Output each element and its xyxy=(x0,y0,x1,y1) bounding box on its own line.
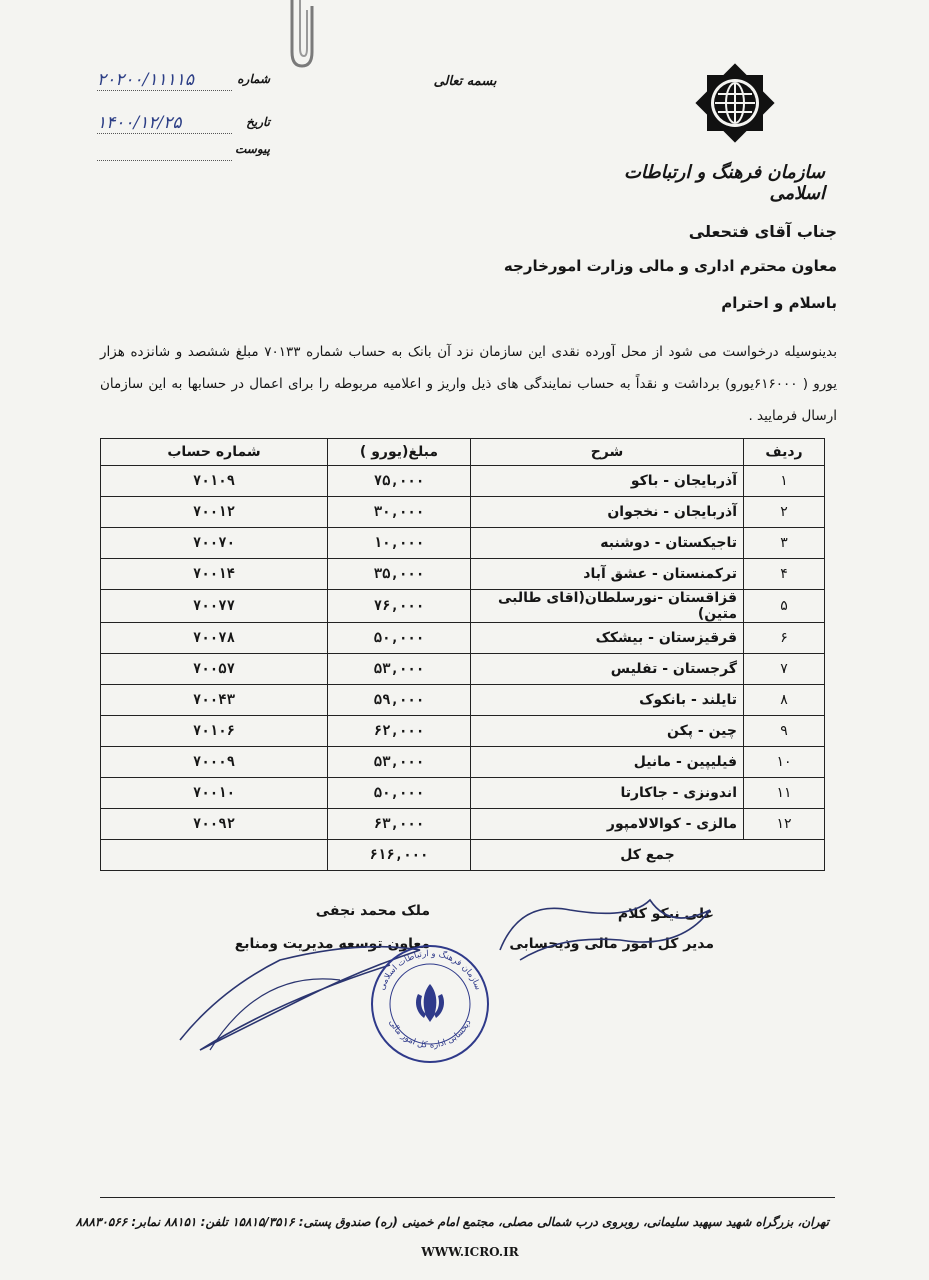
letter-date-label: تاریخ xyxy=(246,115,270,129)
table-row xyxy=(101,778,825,809)
official-stamp xyxy=(368,942,492,1066)
row-number: ۹ xyxy=(744,716,825,747)
row-amount: ۵۰,۰۰۰ xyxy=(328,623,471,654)
row-description: قرقیزستان - بیشکک xyxy=(471,623,744,654)
row-amount: ۵۹,۰۰۰ xyxy=(328,685,471,716)
row-account: ۷۰۰۷۰ xyxy=(101,528,328,559)
addressee-name: جناب آقای فتحعلی xyxy=(688,222,837,241)
table-row xyxy=(101,497,825,528)
letter-body: بدینوسیله درخواست می شود از محل آورده نقدی این سازمان نزد آن بانک به حساب شماره ۷۰۱۳۳ مبلغ ششصد و شانزده هزار یورو ( ۶۱۶۰۰۰یورو) برداشت و نقداً به حساب نمایندگی های ذیل واریز و اعلامیه مربوطه را برای اعمال در حسابها به این سازمان ارسال فرمایید . xyxy=(100,344,837,424)
footer-divider xyxy=(100,1197,835,1198)
row-account: ۷۰۰۵۷ xyxy=(101,654,328,685)
row-account: ۷۰۰۴۳ xyxy=(101,685,328,716)
row-number: ۴ xyxy=(744,559,825,590)
row-amount: ۶۳,۰۰۰ xyxy=(328,809,471,840)
row-number: ۱ xyxy=(744,466,825,497)
signatory-2-title: معاون توسعه مدیریت ومنابع xyxy=(234,936,430,952)
row-description: تاجیکستان - دوشنبه xyxy=(471,528,744,559)
letter-number-label: شماره xyxy=(237,72,270,86)
svg-text:ذیحسابی اداره کل امور مالی xyxy=(386,1018,473,1050)
row-amount: ۳۰,۰۰۰ xyxy=(328,497,471,528)
letter-number-value: ۲۰۲۰۰/۱۱۱۱۵ xyxy=(97,70,232,91)
table-row xyxy=(101,528,825,559)
organization-name: سازمان فرهنگ و ارتباطات اسلامی xyxy=(623,162,825,204)
row-description: تایلند - بانکوک xyxy=(471,685,744,716)
stamp-bottom-text: ذیحسابی اداره کل امور مالی xyxy=(386,1018,474,1051)
total-amount: ۶۱۶,۰۰۰ xyxy=(328,840,471,871)
row-number: ۱۱ xyxy=(744,778,825,809)
row-amount: ۵۳,۰۰۰ xyxy=(328,747,471,778)
row-number: ۱۲ xyxy=(744,809,825,840)
table-row xyxy=(101,654,825,685)
row-description: آذربایجان - نخجوان xyxy=(471,497,744,528)
letter-attachment-row xyxy=(90,140,270,164)
letter-number-row xyxy=(90,70,270,94)
signatory-2-name: ملک محمد نجفی xyxy=(315,903,430,919)
row-number: ۱۰ xyxy=(744,747,825,778)
row-description: قزاقستان -نورسلطان(اقای طالبی متین) xyxy=(471,590,744,623)
letter-attachment-label: پیوست xyxy=(235,142,270,156)
total-account xyxy=(101,840,328,871)
table-row xyxy=(101,747,825,778)
signatory-1-name: علی نیکو کلام xyxy=(617,906,714,922)
row-amount: ۷۵,۰۰۰ xyxy=(328,466,471,497)
table-row xyxy=(101,590,825,623)
table-row xyxy=(101,716,825,747)
row-number: ۲ xyxy=(744,497,825,528)
letter-attachment-value xyxy=(97,140,232,161)
signature-1-scribble xyxy=(480,890,740,970)
row-description: ترکمنستان - عشق آباد xyxy=(471,559,744,590)
row-number: ۷ xyxy=(744,654,825,685)
row-amount: ۳۵,۰۰۰ xyxy=(328,559,471,590)
table-row xyxy=(101,809,825,840)
footer-address: تهران، بزرگراه شهید سپهبد سلیمانی، روبروی درب شمالی مصلی، مجتمع امام خمینی (ره) صندوق پستی: ۱۵۸۱۵/۳۵۱۶ تلفن: ۸۸۱۵۱ نمابر: ۸۸۸۳۰۵۶۶ xyxy=(75,1215,829,1229)
row-account: ۷۰۰۱۴ xyxy=(101,559,328,590)
header-amount: مبلغ(یورو ) xyxy=(328,439,471,466)
total-label: جمع کل xyxy=(471,840,825,871)
table-row xyxy=(101,466,825,497)
table-row xyxy=(101,685,825,716)
row-amount: ۶۲,۰۰۰ xyxy=(328,716,471,747)
row-amount: ۵۳,۰۰۰ xyxy=(328,654,471,685)
row-description: چین - پکن xyxy=(471,716,744,747)
row-number: ۶ xyxy=(744,623,825,654)
paperclip-icon xyxy=(270,0,330,82)
row-account: ۷۰۰۱۰ xyxy=(101,778,328,809)
row-description: مالزی - کوالالامپور xyxy=(471,809,744,840)
row-account: ۷۰۱۰۶ xyxy=(101,716,328,747)
table-body xyxy=(101,466,825,840)
greeting: باسلام و احترام xyxy=(721,294,837,312)
row-account: ۷۰۰۹۲ xyxy=(101,809,328,840)
row-number: ۸ xyxy=(744,685,825,716)
row-number: ۵ xyxy=(744,590,825,623)
row-account: ۷۰۰۷۷ xyxy=(101,590,328,623)
row-account: ۷۰۰۱۲ xyxy=(101,497,328,528)
row-description: اندونزی - جاکارتا xyxy=(471,778,744,809)
footer-website: WWW.ICRO.IR xyxy=(421,1245,519,1259)
letter-date-row xyxy=(90,113,270,137)
addressee-title: معاون محترم اداری و مالی وزارت امورخارجه xyxy=(503,257,837,275)
row-amount: ۵۰,۰۰۰ xyxy=(328,778,471,809)
transfer-table xyxy=(100,438,825,871)
stamp-top-text: سازمان فرهنگ و ارتباطات اسلامی xyxy=(377,948,483,992)
basmala: بسمه تعالی xyxy=(433,74,497,89)
header-row-number: ردیف xyxy=(744,439,825,466)
row-description: آذربایجان - باکو xyxy=(471,466,744,497)
row-account: ۷۰۱۰۹ xyxy=(101,466,328,497)
icro-emblem-icon xyxy=(690,58,780,148)
table-row xyxy=(101,559,825,590)
table-header-row xyxy=(101,439,825,466)
header-account: شماره حساب xyxy=(101,439,328,466)
row-description: فیلیپین - مانیل xyxy=(471,747,744,778)
table-row xyxy=(101,623,825,654)
row-account: ۷۰۰۷۸ xyxy=(101,623,328,654)
row-account: ۷۰۰۰۹ xyxy=(101,747,328,778)
row-amount: ۱۰,۰۰۰ xyxy=(328,528,471,559)
header-description: شرح xyxy=(471,439,744,466)
row-number: ۳ xyxy=(744,528,825,559)
signatory-1-title: مدیر کل امور مالی وذیحسابی xyxy=(509,936,714,952)
row-amount: ۷۶,۰۰۰ xyxy=(328,590,471,623)
letter-date-value: ۱۴۰۰/۱۲/۲۵ xyxy=(97,113,232,134)
total-row xyxy=(101,840,825,871)
row-description: گرجستان - تفلیس xyxy=(471,654,744,685)
